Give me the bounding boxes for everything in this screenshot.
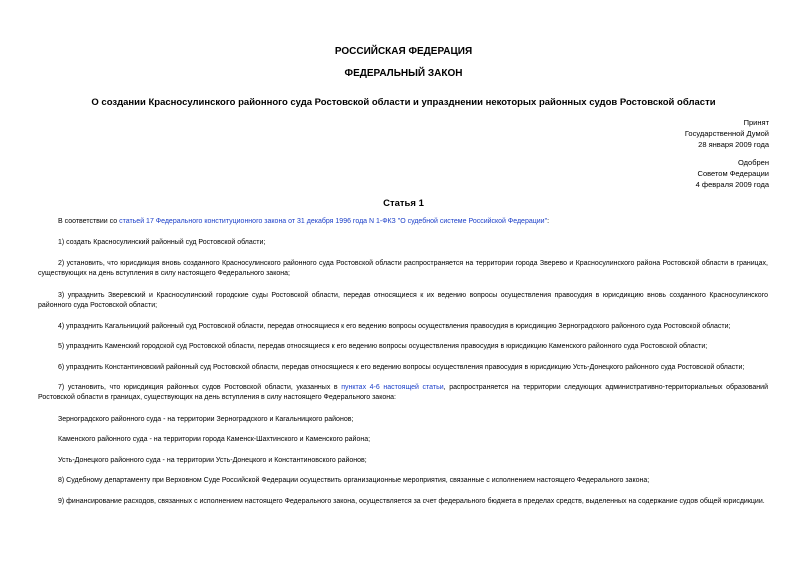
approved-date: 4 февраля 2009 года <box>695 180 769 189</box>
law-title: О создании Красносулинского районного суда Ростовской области и упразднении некоторых районных судов Ростовской области <box>91 97 716 108</box>
paragraph-kamensk: Каменского районного суда - на территории города Каменск-Шахтинского и Каменского района; <box>58 436 371 443</box>
item-7-text: 7) установить, что юрисдикция районных судов Ростовской области, указанных в <box>58 384 342 391</box>
item-7-text-end: , распространяется на территории следующих административно-территориальных образований Ростовской области в границах, существующих на день вступления в силу настоящего Федерального закона: <box>38 384 768 401</box>
paragraph-item-5: 5) упразднить Каменский городской суд Ростовской области, передав относящиеся к его ведению вопросы осуществления правосудия в юрисдикцию Каменского районного суда Ростовской области; <box>58 343 708 350</box>
adopted-label: Принят <box>743 118 769 127</box>
approved-body: Советом Федерации <box>697 169 769 178</box>
article-heading: Статья 1 <box>383 198 424 209</box>
law-type-heading: ФЕДЕРАЛЬНЫЙ ЗАКОН <box>344 68 463 79</box>
constitutional-law-link[interactable]: статьей 17 Федерального конституционного закона от 31 декабря 1996 года N 1-ФКЗ "О судебной системе Российской Федерации" <box>119 218 548 225</box>
country-heading: РОССИЙСКАЯ ФЕДЕРАЦИЯ <box>334 46 473 57</box>
paragraph-item-7 <box>38 383 768 403</box>
adopted-block <box>685 117 769 150</box>
items-4-6-link[interactable]: пунктах 4-6 настоящей статьи <box>341 384 444 391</box>
paragraph-item-4: 4) упразднить Кагальницкий районный суд Ростовской области, передав относящиеся к его ведению вопросы осуществления правосудия в юрисдикцию Зерноградского районного суда Ростовской области; <box>58 323 731 330</box>
paragraph-zernograd: Зерноградского районного суда - на территории Зерноградского и Кагальницкого районов; <box>58 416 354 423</box>
paragraph-item-8: 8) Судебному департаменту при Верховном Суде Российской Федерации осуществить организационные мероприятия, связанные с исполнением настоящего Федерального закона; <box>58 477 650 484</box>
intro-text-end: : <box>547 218 550 225</box>
adopted-body: Государственной Думой <box>684 129 769 138</box>
adopted-date: 28 января 2009 года <box>698 140 769 149</box>
paragraph-item-2: 2) установить, что юрисдикция вновь созданного Красносулинского районного суда Ростовской области распространяется на территории города Зверево и Красносулинского района Ростовской области в границах, существующих на день вступления в силу настоящего Федерального закона; <box>38 260 768 277</box>
paragraph-item-1: 1) создать Красносулинский районный суд Ростовской области; <box>58 239 266 246</box>
approved-block <box>696 157 769 190</box>
paragraph-item-3: 3) упразднить Зверевский и Красносулинский городские суды Ростовской области, передав относящиеся к их ведению вопросы осуществления правосудия в юрисдикцию вновь созданного Красносулинского районного суда Ростовской области; <box>38 292 768 309</box>
paragraph-ust-donetsk: Усть-Донецкого районного суда - на территории Усть-Донецкого и Константиновского районов; <box>58 457 367 464</box>
approved-label: Одобрен <box>738 158 769 167</box>
paragraph-intro <box>38 217 768 227</box>
paragraph-item-9: 9) финансирование расходов, связанных с исполнением настоящего Федерального закона, осуществляется за счет федерального бюджета в пределах средств, выделенных на содержание судов общей юрисдикции. <box>58 498 765 505</box>
paragraph-item-6: 6) упразднить Константиновский районный суд Ростовской области, передав относящиеся к его ведению вопросы осуществления правосудия в юрисдикцию Усть-Донецкого районного суда Ростовской области; <box>58 364 745 371</box>
intro-text: В соответствии со <box>58 218 120 225</box>
